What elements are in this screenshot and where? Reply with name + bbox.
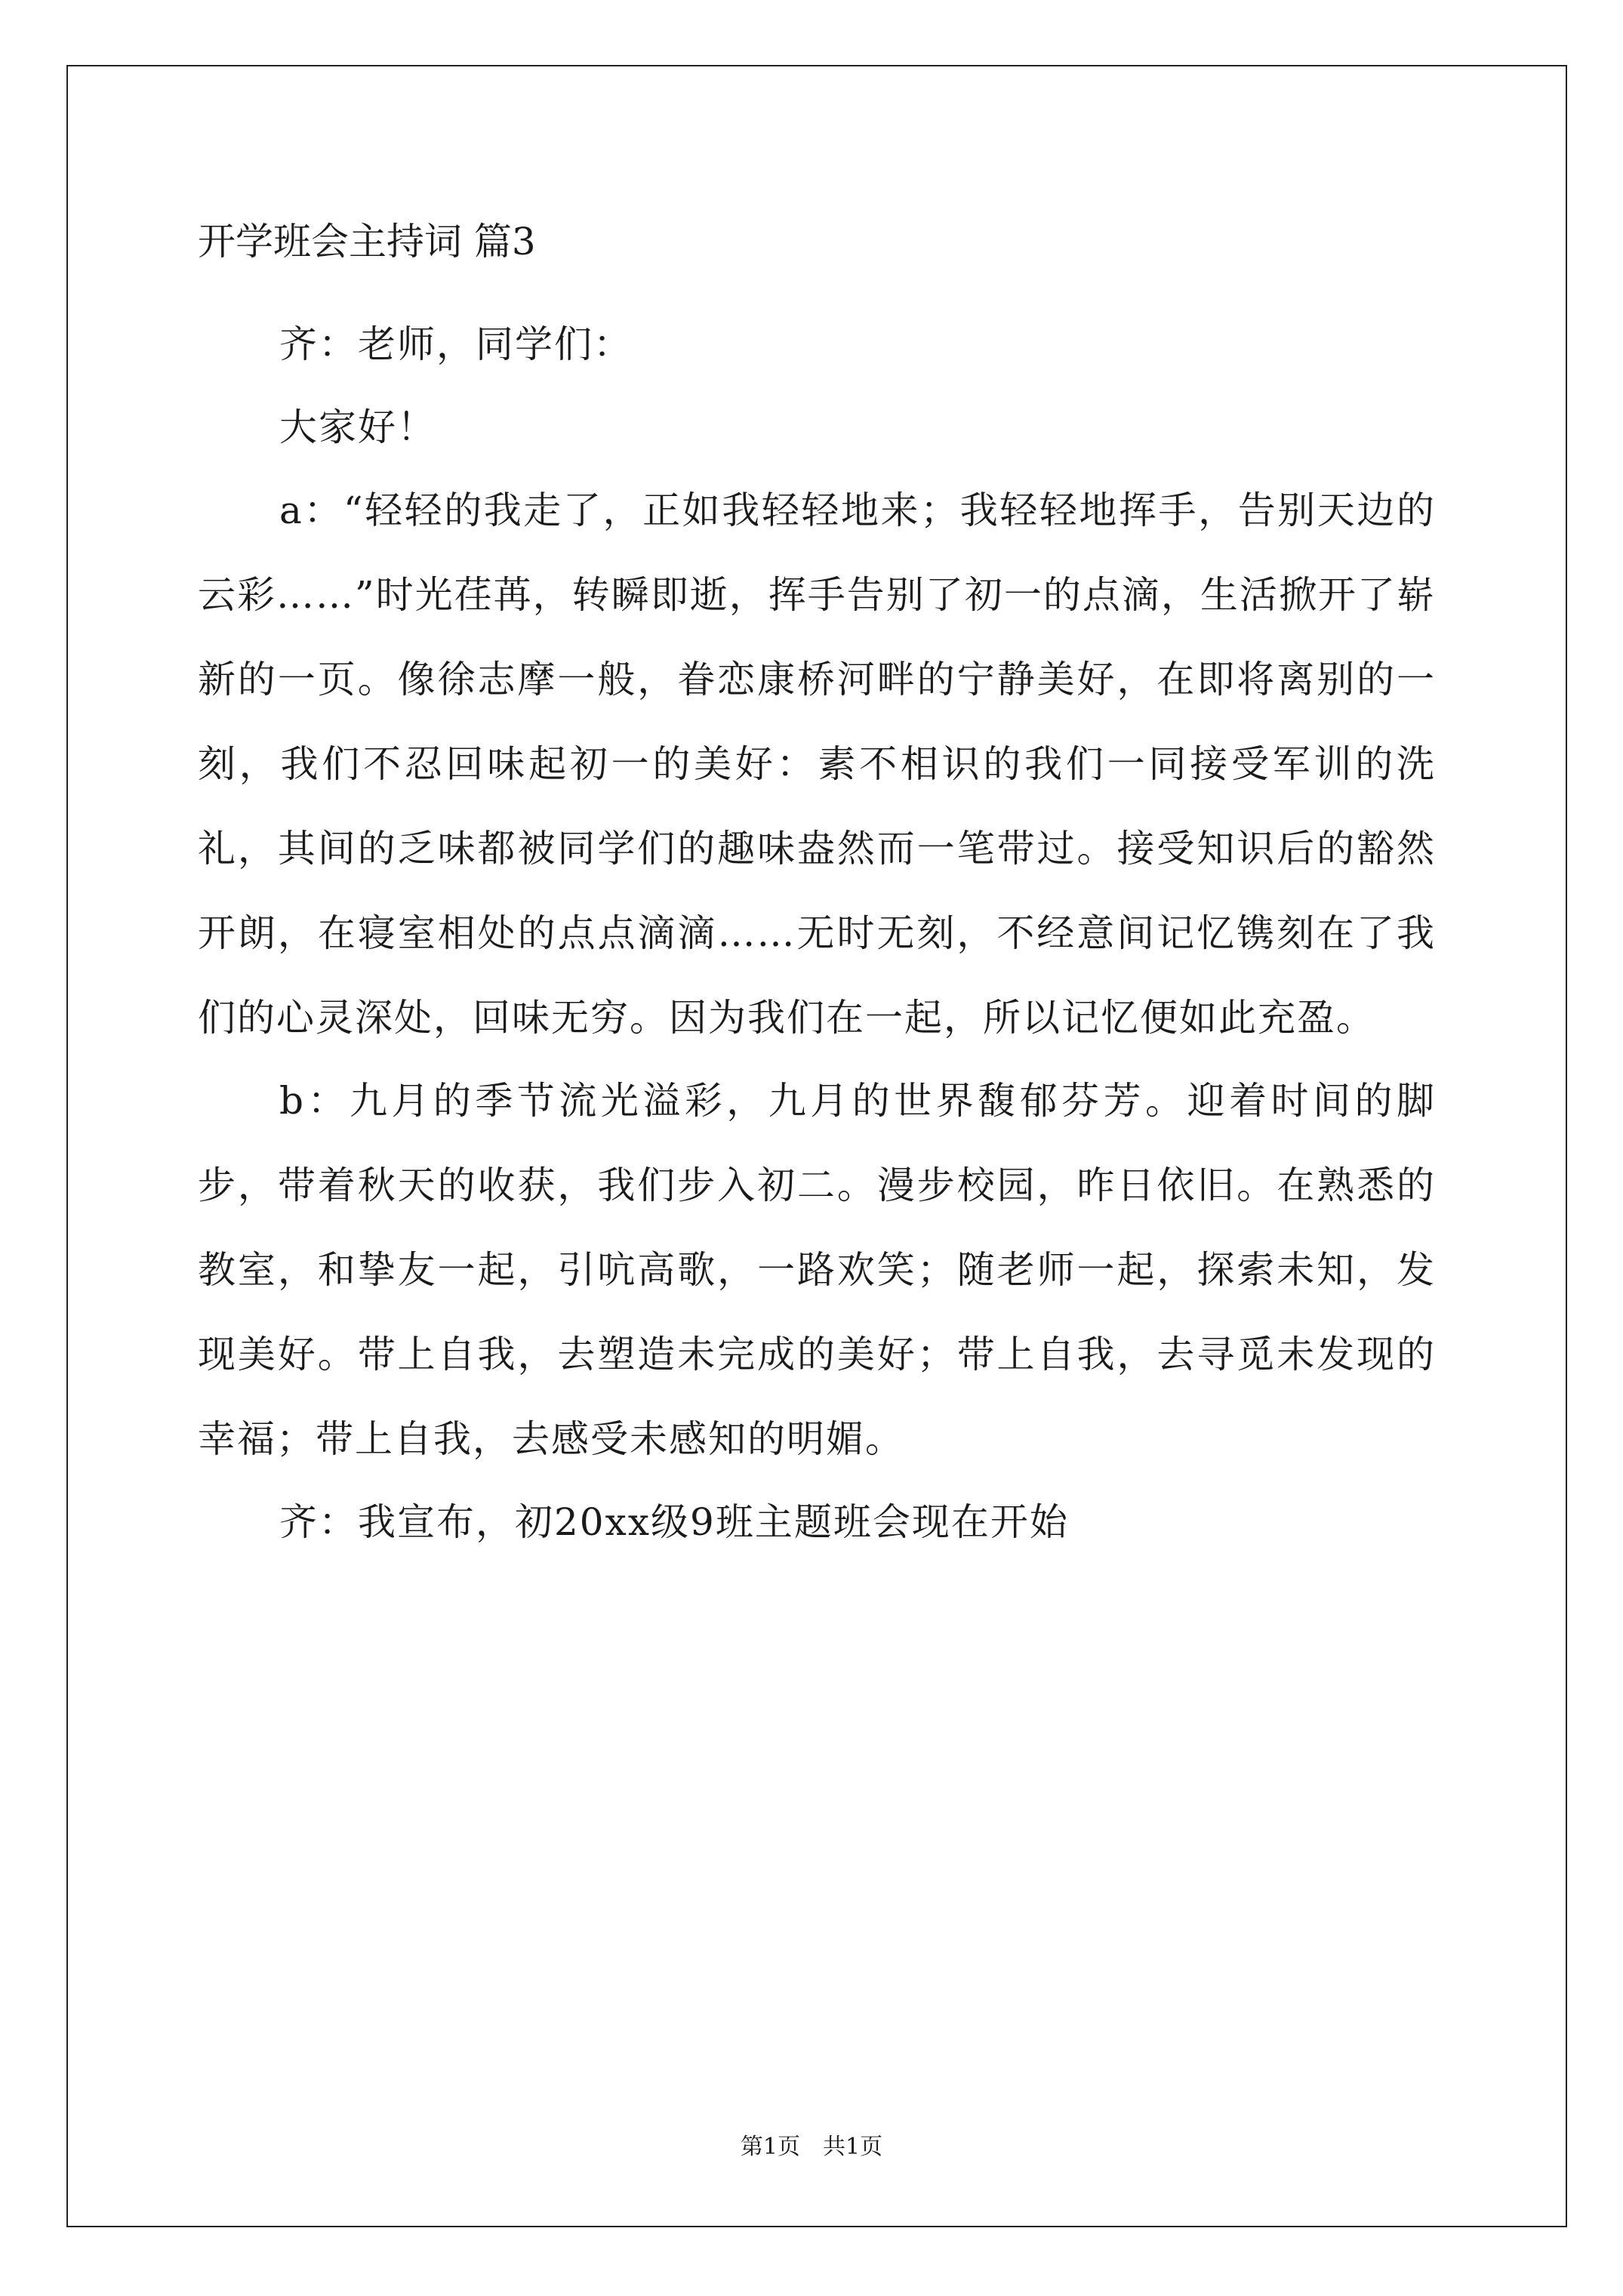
paragraph-host-a: a：“轻轻的我走了，正如我轻轻地来；我轻轻地挥手，告别天边的云彩……”时光荏苒，转瞬即逝，挥手告别了初一的点滴，生活掀开了崭新的一页。像徐志摩一般，眷恋康桥河畔的宁静美好，在即将离别的一刻，我们不忍回味起初一的美好：素不相识的我们一同接受军训的洗礼，其间的乏味都被同学们的趣味盎然而一笔带过。接受知识后的豁然开朗，在寝室相处的点点滴滴……无时无刻，不经意间记忆镌刻在了我们的心灵深处，回味无穷。因为我们在一起，所以记忆便如此充盈。 [198,488,1436,1040]
document-title: 开学班会主持词 篇3 [198,220,536,264]
page-number-footer: 第1页 共1页 [740,2134,883,2160]
paragraph-host-b: b：九月的季节流光溢彩，九月的世界馥郁芬芳。迎着时间的脚步，带着秋天的收获，我们步入初二。漫步校园，昨日依旧。在熟悉的教室，和挚友一起，引吭高歌，一路欢笑；随老师一起，探索未知，发现美好。带上自我，去塑造未完成的美好；带上自我，去寻觅未发现的幸福；带上自我，去感受未感知的明媚。 [198,1079,1436,1461]
document-body [198,219,1436,1563]
paragraph-hello: 大家好！ [279,405,436,449]
paragraph-greeting: 齐：老师，同学们： [279,322,633,366]
paragraph-announcement: 齐：我宣布，初20xx级9班主题班会现在开始 [279,1500,1069,1544]
